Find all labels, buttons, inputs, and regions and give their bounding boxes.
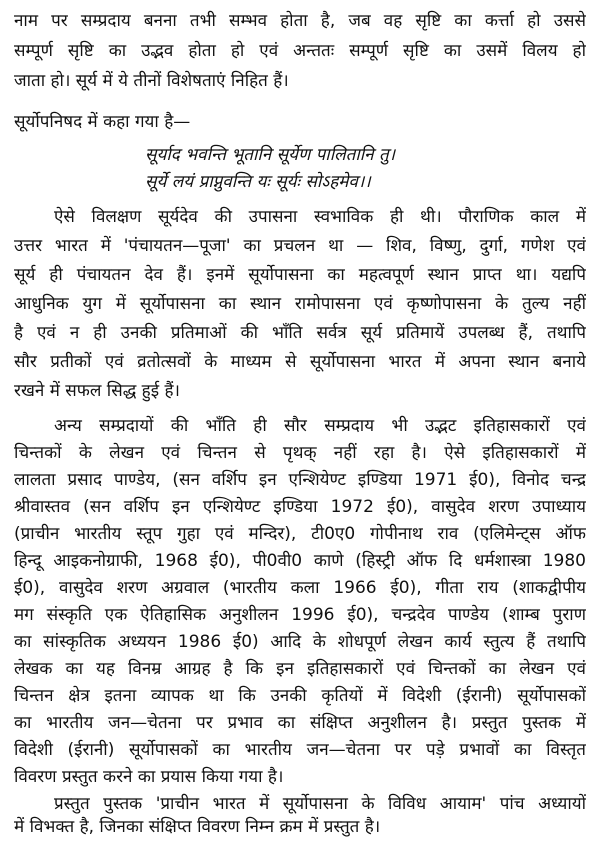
paragraph-3-line-10: लेखक का यह विनम्र आग्रह है कि इन इतिहासकारों एवं चिन्तकों का लेखन एवं (14, 659, 586, 679)
paragraph-4-line-2: में विभक्त है, जिनका संक्षिप्त विवरण निम्न क्रम में प्रस्तुत है। (14, 817, 381, 837)
paragraph-3-line-12: का भारतीय जन—चेतना पर प्रभाव का संक्षिप्त अनुशीलन है। प्रस्तुत पुस्तक में (14, 713, 586, 733)
paragraph-1-line-1: नाम पर सम्प्रदाय बनना तभी सम्भव होता है, जब वह सृष्टि का कर्त्ता हो उससे (14, 11, 586, 31)
paragraph-4-line-2-wrapper (14, 812, 586, 842)
paragraph-3-line-9: का सांस्कृतिक अध्ययन 1986 ई0) आदि के शोधपूर्ण लेखन कार्य स्तुत्य हैं तथापि (14, 632, 586, 652)
paragraph-3-line-11: चिन्तन क्षेत्र इतना व्यापक था कि उनकी कृतियों में विदेशी (ईरानी) सूर्योपासकों (14, 686, 586, 706)
paragraph-4-line-1: प्रस्तुत पुस्तक 'प्राचीन भारत में सूर्योपासना के विविध आयाम' पांच अध्यायों (54, 794, 586, 814)
verse-line-2: सूर्ये लयं प्राप्नुवन्ति यः सूर्यः सोऽहमेव।। (145, 172, 371, 192)
paragraph-2-line-5: है एवं न ही उनकी प्रतिमाओं की भाँति सर्वत्र सूर्य प्रतिमायें उपलब्ध हैं, तथापि (14, 323, 586, 343)
paragraph-3-line-3: लालता प्रसाद पाण्डेय, (सन वर्शिप इन एन्शियेण्ट इण्डिया 1971 ई0), विनोद चन्द्र (14, 470, 586, 490)
paragraph-3-line-7: ई0), वासुदेव शरण अग्रवाल (भारतीय कला 1966 ई0), गीता राय (शाकद्वीपीय (14, 578, 586, 598)
paragraph-2-line-4: आधुनिक युग में सूर्योपासना का स्थान रामोपासना एवं कृष्णोपासना के तुल्य नहीं (14, 294, 586, 314)
paragraph-2-line-7: रखने में सफल सिद्ध हुई हैं। (14, 381, 180, 401)
paragraph-3-line-6: हिन्दू आइकनोग्राफी, 1968 ई0), पी0वी0 काणे (हिस्ट्री ऑफ दि धर्मशास्त्रा 1980 (14, 551, 586, 571)
paragraph-2-line-1: ऐसे विलक्षण सूर्यदेव की उपासना स्वभाविक ही थी। पौराणिक काल में (54, 207, 586, 227)
upanishad-intro-line: सूर्योपनिषद में कहा गया है— (14, 112, 191, 132)
paragraph-2-line-6: सौर प्रतीकों एवं व्रतोत्सवों के माध्यम से सूर्योपासना भारत में अपना स्थान बनाये (14, 352, 586, 372)
verse-line-1: सूर्याद भवन्ति भूतानि सूर्येण पालितानि तु। (145, 145, 396, 165)
paragraph-1-line-2: सम्पूर्ण सृष्टि का उद्भव होता हो एवं अन्ततः सम्पूर्ण सृष्टि का उसमें विलय हो (14, 41, 586, 61)
paragraph-3-line-8: मग संस्कृति एक ऐतिहासिक अनुशीलन 1996 ई0), चन्द्रदेव पाण्डेय (शाम्ब पुराण (14, 605, 586, 625)
paragraph-3-line-2: चिन्तकों के लेखन एवं चिन्तन से पृथक् नहीं रहा है। ऐसे इतिहासकारों में (14, 443, 586, 463)
paragraph-2-line-3: सूर्य ही पंचायतन देव हैं। इनमें सूर्योपासना का महत्वपूर्ण स्थान प्राप्त था। यद्यपि (14, 265, 586, 285)
paragraph-3-line-1: अन्य सम्प्रदायों की भाँति ही सौर सम्प्रदाय भी उद्भट इतिहासकारों एवं (54, 416, 586, 436)
paragraph-2-line-2: उत्तर भारत में 'पंचायतन—पूजा' का प्रचलन था — शिव, विष्णु, दुर्गा, गणेश एवं (14, 236, 586, 256)
paragraph-1-line-3: जाता हो। सूर्य में ये तीनों विशेषताएं निहित हैं। (14, 71, 289, 91)
paragraph-3-line-5: (प्राचीन भारतीय स्तूप गुहा एवं मन्दिर), टी0ए0 गोपीनाथ राव (एलिमेन्ट्स ऑफ (14, 524, 586, 544)
paragraph-3-line-4: श्रीवास्तव (सन वर्शिप इन एन्शियेण्ट इण्डिया 1972 ई0), वासुदेव शरण उपाध्याय (14, 497, 586, 517)
paragraph-3-line-13: विदेशी (ईरानी) सूर्योपासकों का भारतीय जन—चेतना पर पड़े प्रभावों का विस्तृत (14, 740, 586, 760)
paragraph-3-line-14: विवरण प्रस्तुत करने का प्रयास किया गया है। (14, 767, 284, 787)
